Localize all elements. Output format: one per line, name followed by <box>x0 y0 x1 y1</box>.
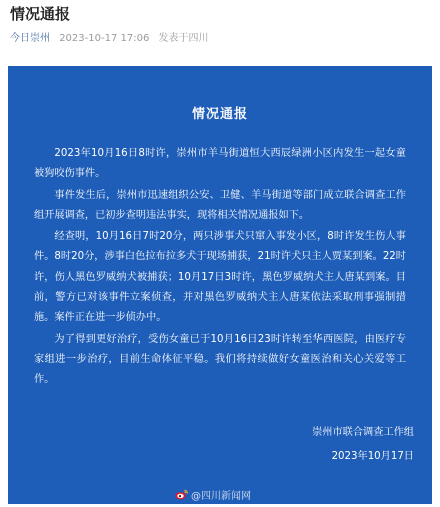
publish-location: 发表于四川 <box>158 33 209 44</box>
notice-paragraph: 经查明，10月16日7时20分，两只涉事犬只窜入事发小区，8时许发生伤人事件。8时20分，涉事白色拉布拉多犬于现场捕获，21时许犬只主人贾某到案。22时许，伤人黑色罗威纳犬被捕获；10月17日3时许，黑色罗威纳犬主人唐某到案。目前，警方已对该事件立案侦查，并对黑色罗威纳犬主人唐某依法采取刑事强制措施。案件正在进一步侦办中。 <box>34 231 406 324</box>
notice-heading: 情况通报 <box>191 107 248 122</box>
signature <box>312 423 414 471</box>
notice-image <box>8 66 432 504</box>
notice-paragraph: 为了得到更好治疗，受伤女童已于10月16日23时许转至华西医院，由医疗专家组进一步治疗，目前生命体征平稳。我们将持续做好女童医治和关心关爱等工作。 <box>34 333 406 386</box>
post-title: 情况通报 <box>10 5 71 23</box>
notice-paragraph: 事件发生后，崇州市迅速组织公安、卫健、羊马街道等部门成立联合调查工作组开展调查，已初步查明违法事实，现将相关情况通报如下。 <box>34 189 406 221</box>
account-link[interactable]: 今日崇州 <box>10 33 50 44</box>
post-meta <box>10 33 209 45</box>
post-header <box>0 0 440 60</box>
weibo-icon <box>175 489 188 500</box>
notice-body <box>34 144 406 392</box>
notice-paragraph: 2023年10月16日8时许，崇州市羊马街道恒大西辰绿洲小区内发生一起女童被狗咬伤事件。 <box>34 148 406 180</box>
signature-org: 崇州市联合调查工作组 <box>312 427 414 438</box>
watermark-text: @四川新闻网 <box>191 491 251 502</box>
publish-time: 2023-10-17 17:06 <box>59 33 150 44</box>
watermark <box>175 487 251 502</box>
signature-date: 2023年10月17日 <box>331 451 414 462</box>
